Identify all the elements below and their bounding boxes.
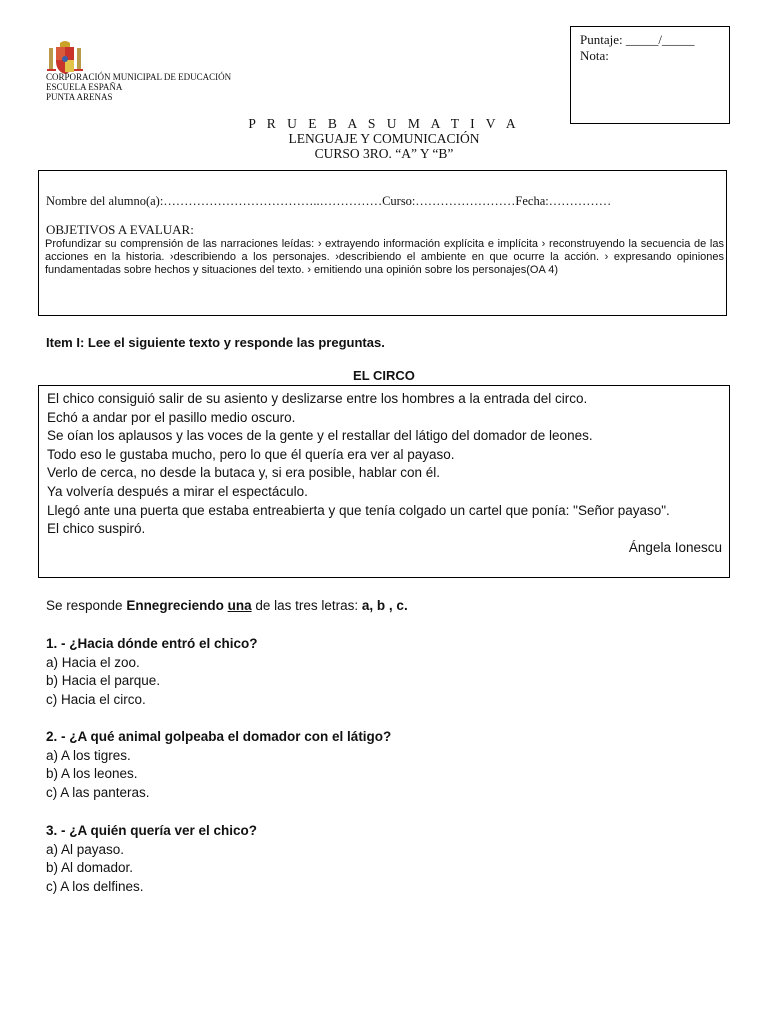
- item-title: Item I: Lee el siguiente texto y responde las preguntas.: [46, 335, 385, 350]
- story-line: Se oían los aplausos y las voces de la gente y el restallar del látigo del domador de leones.: [47, 428, 593, 444]
- answer-option-b[interactable]: b) Hacia el parque.: [46, 673, 161, 689]
- answer-option-a[interactable]: a) Al payaso.: [46, 841, 125, 857]
- story-line: Llegó ante una puerta que estaba entreabierta y que tenía colgado un cartel que ponía: "Señor payaso".: [47, 502, 670, 518]
- objectives-text: Profundizar su comprensión de las narraciones leídas: › extrayendo información explícita e implícita › reconstruyendo la secuencia de las acciones en la historia. ›describiendo a los personajes. ›describiendo el ambiente en que ocurre la acción. › expresando opiniones fundamentadas sobre hechos y situaciones del texto. › emitiendo una opinión sobre los personajes(OA 4): [45, 238, 724, 276]
- grade-label: Nota:: [580, 48, 609, 63]
- story-line: Ya volvería después a mirar el espectáculo.: [47, 483, 308, 499]
- answer-option-a[interactable]: a) Hacia el zoo.: [46, 654, 140, 670]
- story-box: [38, 385, 730, 578]
- institution-line: PUNTA ARENAS: [46, 92, 113, 102]
- objectives-title: OBJETIVOS A EVALUAR:: [46, 222, 194, 237]
- instructions-letters: a, b , c.: [361, 598, 408, 613]
- story-line: Echó a andar por el pasillo medio oscuro.: [47, 409, 296, 425]
- story-line: Todo eso le gustaba mucho, pero lo que él quería era ver al payaso.: [47, 446, 455, 462]
- answer-option-c[interactable]: c) A los delfines.: [46, 878, 144, 894]
- answer-option-b[interactable]: b) Al domador.: [46, 860, 134, 876]
- exam-subject: LENGUAJE Y COMUNICACIÓN: [288, 131, 480, 146]
- score-label: Puntaje: _____/_____: [580, 32, 695, 47]
- student-name-field[interactable]: Nombre del alumno(a):………………………………..……………Curso:……………………Fecha:……………: [46, 194, 612, 208]
- story-line: El chico suspiró.: [47, 521, 146, 537]
- answer-option-a[interactable]: a) A los tigres.: [46, 747, 131, 763]
- question-text: 2. - ¿A qué animal golpeaba el domador con el látigo?: [46, 729, 392, 744]
- exam-course: CURSO 3RO. “A” Y “B”: [314, 146, 454, 161]
- story-line: Verlo de cerca, no desde la butaca y, si era posible, hablar con él.: [47, 465, 440, 481]
- institution-line: CORPORACIÓN MUNICIPAL DE EDUCACIÓN: [46, 72, 232, 82]
- answer-option-c[interactable]: c) Hacia el circo.: [46, 691, 146, 707]
- instructions-underlined: una: [227, 598, 252, 613]
- score-box: [570, 26, 730, 124]
- question-text: 3. - ¿A quién quería ver el chico?: [46, 823, 258, 838]
- instructions-text: Se responde: [46, 598, 127, 613]
- story-author: Ángela Ionescu: [628, 539, 722, 555]
- exam-title: P R U E B A S U M A T I V A: [248, 116, 520, 131]
- instructions-emphasis: Ennegreciendo: [126, 598, 224, 613]
- answer-instructions: [46, 598, 408, 613]
- question-3: [46, 822, 257, 896]
- instructions-text: de las tres letras:: [251, 598, 362, 613]
- answer-option-c[interactable]: c) A las panteras.: [46, 784, 150, 800]
- institution-block: [46, 72, 231, 102]
- exam-heading: [0, 116, 768, 161]
- student-info-box: [38, 170, 727, 316]
- story-title: EL CIRCO: [353, 368, 415, 383]
- question-2: [46, 728, 391, 802]
- institution-line: ESCUELA ESPAÑA: [46, 82, 123, 92]
- question-text: 1. - ¿Hacia dónde entró el chico?: [46, 636, 258, 651]
- answer-option-b[interactable]: b) A los leones.: [46, 766, 138, 782]
- question-1: [46, 635, 258, 709]
- coat-of-arms-icon: [46, 39, 84, 75]
- story-line: El chico consiguió salir de su asiento y deslizarse entre los hombres a la entrada del circo.: [47, 391, 588, 406]
